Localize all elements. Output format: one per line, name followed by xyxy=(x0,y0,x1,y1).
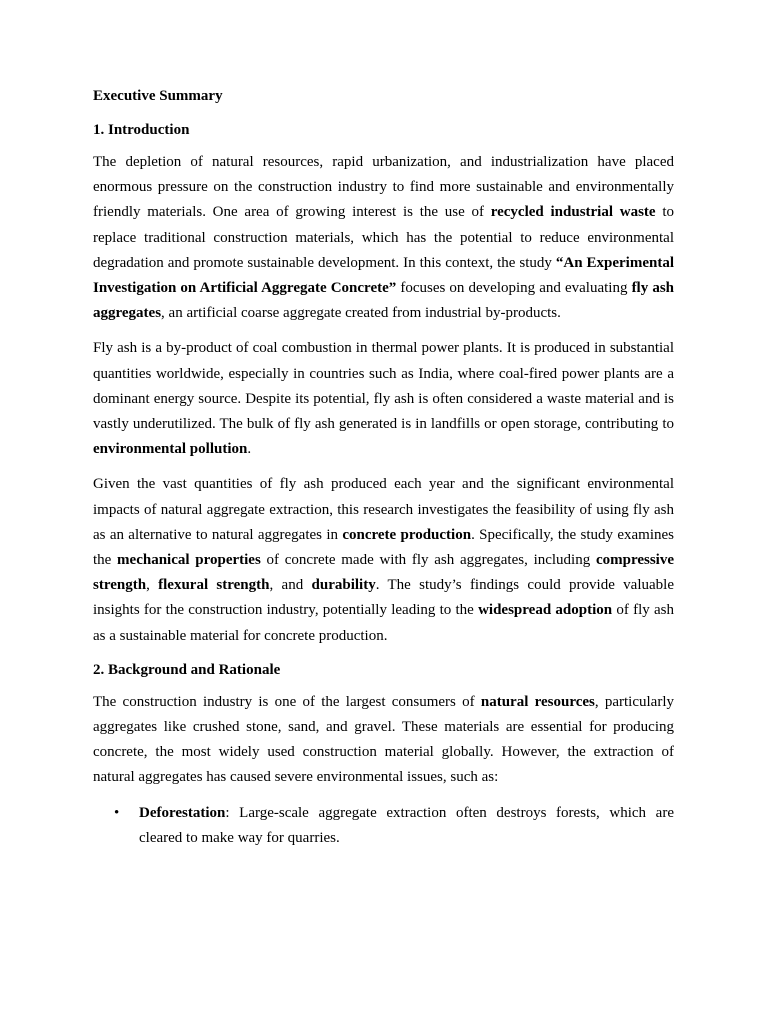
paragraph xyxy=(93,472,674,648)
list-item-text xyxy=(139,805,674,846)
text-run: . Specifically, the study examines the xyxy=(93,526,675,569)
document-page xyxy=(93,85,674,851)
text-run: : Large-scale aggregate extraction often destroys forests, which are cleared to make way for quarries. xyxy=(139,804,674,846)
bold-text-run: concrete production xyxy=(342,526,472,543)
bullet-list xyxy=(93,801,674,851)
paragraph xyxy=(93,336,674,462)
text-run: , and xyxy=(269,577,312,594)
section-background xyxy=(93,659,674,851)
bold-text-run: flexural strength xyxy=(158,577,270,594)
text-run: The construction industry is one of the largest consumers of xyxy=(93,693,481,710)
section-introduction xyxy=(93,119,674,649)
paragraph xyxy=(93,690,674,791)
bold-text-run: natural resources xyxy=(480,693,595,710)
text-run: focuses on developing and evaluating xyxy=(396,280,632,297)
text-run: . xyxy=(247,441,252,458)
document-title: Executive Summary xyxy=(93,88,223,104)
section-heading: 1. Introduction xyxy=(93,122,190,138)
list-item xyxy=(93,801,674,851)
bold-text-run: recycled industrial waste xyxy=(490,204,656,221)
text-run: of concrete made with fly ash aggregates, including xyxy=(260,552,596,569)
bold-text-run: “An Experimental Investigation on Artificial Aggregate Concrete” xyxy=(93,254,674,297)
text-run: Given the vast quantities of fly ash produced each year and the significant environmental impacts of natural aggregate extraction, this research investigates the feasibility of using fly ash as an alternative to natural aggregates in xyxy=(93,476,674,543)
bold-text-run: environmental pollution xyxy=(93,441,248,458)
bold-text-run: compressive strength xyxy=(93,552,674,594)
text-run: . The study’s findings could provide valuable insights for the construction industry, potentially leading to the xyxy=(93,577,674,619)
bold-text-run: mechanical properties xyxy=(117,552,261,569)
bold-text-run: durability xyxy=(311,577,376,594)
bold-text-run: fly ash aggregates xyxy=(93,280,674,322)
bold-text-run: widespread adoption xyxy=(478,602,613,619)
bullet-icon: • xyxy=(114,804,120,821)
bold-text-run: Deforestation xyxy=(139,804,226,821)
text-run: Fly ash is a by-product of coal combustion in thermal power plants. It is produced in substantial quantities worldwide, especially in countries such as India, where coal-fired power plants are a dominant energy source. Despite its potential, fly ash is often considered a waste material and is vastly underutilized. The bulk of fly ash generated is in landfills or open storage, contributing to xyxy=(93,340,674,433)
section-heading: 2. Background and Rationale xyxy=(93,661,281,678)
text-run: to replace traditional construction materials, which has the potential to reduce environmental degradation and promote sustainable development. In this context, the study xyxy=(93,204,674,271)
paragraph xyxy=(93,150,674,326)
text-run: of fly ash as a sustainable material for concrete production. xyxy=(93,602,674,644)
text-run: , xyxy=(146,577,159,594)
text-run: , particularly aggregates like crushed stone, sand, and gravel. These materials are essential for producing concrete, the most widely used construction material globally. However, the extraction of natural aggregates has caused severe environmental issues, such as: xyxy=(93,693,674,786)
text-run: , an artificial coarse aggregate created from industrial by-products. xyxy=(161,305,561,322)
text-run: The depletion of natural resources, rapid urbanization, and industrialization have placed enormous pressure on the construction industry to find more sustainable and environmentally friendly materials. One area of growing interest is the use of xyxy=(93,154,674,221)
